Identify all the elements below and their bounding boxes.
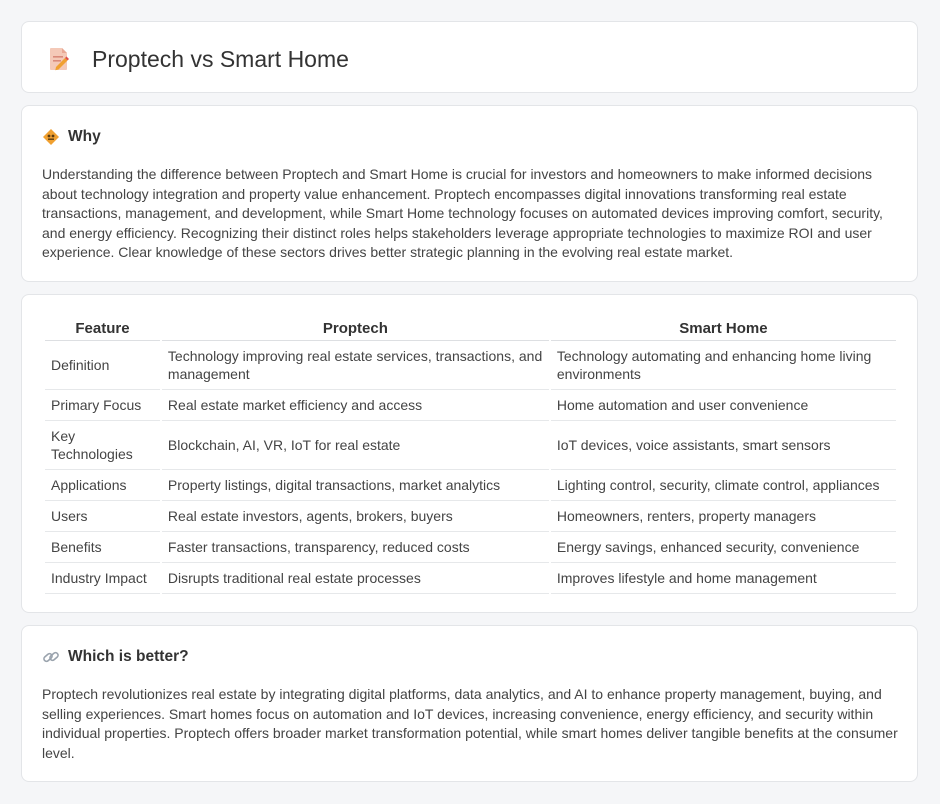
proptech-cell: Faster transactions, transparency, reduced costs bbox=[162, 532, 549, 563]
comparison-section bbox=[21, 294, 918, 613]
smart-home-cell: Improves lifestyle and home management bbox=[551, 563, 896, 594]
feature-cell: Key Technologies bbox=[45, 421, 160, 470]
feature-cell: Applications bbox=[45, 470, 160, 501]
better-heading: Which is better? bbox=[68, 648, 189, 665]
proptech-cell: Real estate investors, agents, brokers, buyers bbox=[162, 501, 549, 532]
better-header bbox=[42, 646, 189, 668]
better-paragraph: Proptech revolutionizes real estate by integrating digital platforms, data analytics, and AI to enhance property management, buying, and selling experiences. Smart homes focus on automation and IoT devices, increasing convenience, energy efficiency, and security within individual properties. Proptech offers broader market transformation potential, while smart homes deliver tangible benefits at the consumer level. bbox=[42, 686, 898, 761]
smart-home-cell: Energy savings, enhanced security, convenience bbox=[551, 532, 896, 563]
document-pen-icon bbox=[48, 47, 70, 71]
why-heading: Why bbox=[68, 128, 101, 145]
page-title: Proptech vs Smart Home bbox=[92, 46, 349, 72]
table-row bbox=[45, 501, 896, 532]
feature-cell: Definition bbox=[45, 341, 160, 390]
why-section bbox=[21, 105, 918, 282]
column-header-smart-home: Smart Home bbox=[551, 314, 896, 341]
proptech-cell: Blockchain, AI, VR, IoT for real estate bbox=[162, 421, 549, 470]
proptech-cell: Disrupts traditional real estate processes bbox=[162, 563, 549, 594]
proptech-cell: Technology improving real estate services, transactions, and management bbox=[162, 341, 549, 390]
link-icon bbox=[42, 648, 60, 666]
table-row bbox=[45, 470, 896, 501]
title-card bbox=[21, 21, 918, 93]
table-row bbox=[45, 421, 896, 470]
feature-cell: Benefits bbox=[45, 532, 160, 563]
table-header-row bbox=[45, 314, 896, 341]
smart-home-cell: Home automation and user convenience bbox=[551, 390, 896, 421]
smart-home-cell: IoT devices, voice assistants, smart sensors bbox=[551, 421, 896, 470]
column-header-proptech: Proptech bbox=[162, 314, 549, 341]
proptech-cell: Property listings, digital transactions, market analytics bbox=[162, 470, 549, 501]
column-header-feature: Feature bbox=[45, 314, 160, 341]
why-paragraph: Understanding the difference between Proptech and Smart Home is crucial for investors and homeowners to make informed decisions about technology integration and property value enhancement. Proptech encompasses digital innovations transforming real estate transactions, management, and development, while Smart Home technology focuses on automated devices improving comfort, security, and energy efficiency. Recognizing their distinct roles helps stakeholders leverage appropriate technologies to maximize ROI and user experience. Clear knowledge of these sectors drives better strategic planning in the evolving real estate market. bbox=[42, 166, 883, 261]
table-row bbox=[45, 563, 896, 594]
smart-home-cell: Technology automating and enhancing home living environments bbox=[551, 341, 896, 390]
proptech-cell: Real estate market efficiency and access bbox=[162, 390, 549, 421]
why-header bbox=[42, 126, 101, 148]
comparison-table bbox=[43, 314, 898, 594]
which-is-better-section bbox=[21, 625, 918, 782]
feature-cell: Industry Impact bbox=[45, 563, 160, 594]
smart-home-cell: Homeowners, renters, property managers bbox=[551, 501, 896, 532]
diamond-sign-icon bbox=[42, 128, 60, 146]
smart-home-cell: Lighting control, security, climate control, appliances bbox=[551, 470, 896, 501]
feature-cell: Users bbox=[45, 501, 160, 532]
table-row bbox=[45, 341, 896, 390]
table-row bbox=[45, 532, 896, 563]
table-row bbox=[45, 390, 896, 421]
feature-cell: Primary Focus bbox=[45, 390, 160, 421]
